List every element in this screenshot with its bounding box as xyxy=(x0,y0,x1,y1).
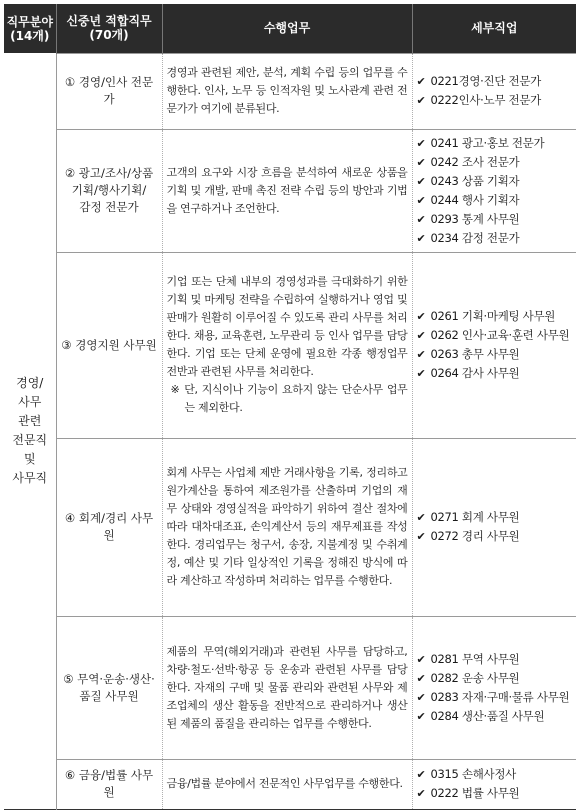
detail-job-item xyxy=(417,364,573,383)
detail-job-label: 0282 운송 사무원 xyxy=(430,670,520,685)
task-description: 고객의 요구와 시장 흐름을 분석하여 새로운 상품을 기획 및 개발, 판매 촉진 전략 수립 등의 방안과 기법을 연구하거나 조언한다. xyxy=(166,165,408,215)
detail-job-list xyxy=(417,307,573,383)
job-name-cell: ⑥ 금융/법률 사무원 xyxy=(56,759,162,809)
detail-job-item xyxy=(417,134,573,153)
check-icon: ✔ xyxy=(416,310,426,323)
task-description-cell xyxy=(162,252,412,438)
detail-job-label: 0284 생산·품질 사무원 xyxy=(430,708,545,723)
task-description: 금융/법률 분야에서 전문적인 사무업무를 수행한다. xyxy=(166,777,403,790)
check-icon: ✔ xyxy=(416,768,426,781)
detail-job-label: 0221경영·진단 전문가 xyxy=(430,74,541,88)
task-description: 기업 또는 단체 내부의 경영성과를 극대화하기 위한 기획 및 마케팅 전략을 수립하여 실행하거나 영업 및 판매가 원활히 이루어질 수 있도록 관리 사무를 처리한다. 채용, 교육훈련, 노무관리 등 인사 업무를 담당한다. 기업 또는 단체 운영에 필요한 각종 행정업무 전반과 관련된 사무를 처리한다. xyxy=(166,275,408,378)
detail-job-list xyxy=(417,765,573,803)
detail-job-item xyxy=(417,765,573,784)
check-icon: ✔ xyxy=(416,329,426,342)
detail-jobs-cell xyxy=(412,759,576,809)
table-row xyxy=(4,438,576,616)
detail-job-label: 0261 기획·마케팅 사무원 xyxy=(430,309,556,323)
header-field: 직무분야 (14개) xyxy=(4,4,56,53)
detail-job-label: 0262 인사·교육·훈련 사무원 xyxy=(430,328,570,342)
detail-job-label: 0271 회계 사무원 xyxy=(430,510,520,524)
detail-job-label: 0315 손해사정사 xyxy=(430,767,516,781)
detail-job-label: 0281 무역 사무원 xyxy=(430,651,520,666)
detail-job-item xyxy=(417,527,573,546)
detail-jobs-cell xyxy=(412,438,576,616)
table-row xyxy=(4,252,576,438)
detail-jobs-cell xyxy=(412,129,576,252)
job-name-cell: ③ 경영지원 사무원 xyxy=(56,252,162,438)
job-name-cell: ② 광고/조사/상품 기획/행사기획/ 감정 전문가 xyxy=(56,129,162,252)
detail-job-list xyxy=(417,134,573,248)
task-note: ※ 단, 지식이나 기능이 요하지 않는 단순사무 업무는 제외한다. xyxy=(170,383,408,414)
detail-job-label: 0234 감정 전문가 xyxy=(430,230,520,245)
task-description: 회계 사무는 사업체 제반 거래사항을 기록, 정리하고 원가계산을 통하여 제조원가를 산출하며 기업의 재무 상태와 경영실적을 파악하기 위하여 결산 절차에 따라 대차대조표, 손익계산서 등의 재무제표를 작성한다. 경리업무는 청구서, 송장, 지불계정 및 수취계정, 예산 및 기타 일상적인 기록을 정해진 방식에 따라 계산하고 작성하며 처리하는 업무를 수행한다. xyxy=(166,466,408,587)
detail-job-list xyxy=(417,650,573,726)
detail-job-item xyxy=(417,650,573,669)
check-icon: ✔ xyxy=(416,787,426,800)
table-row xyxy=(4,759,576,809)
detail-job-item xyxy=(417,172,573,191)
detail-job-label: 0264 감사 사무원 xyxy=(430,366,520,380)
task-description-cell xyxy=(162,616,412,759)
header-detail-jobs: 세부직업 xyxy=(412,4,576,53)
header-job: 신중년 적합직무 (70개) xyxy=(56,4,162,53)
detail-job-item xyxy=(417,191,573,210)
check-icon: ✔ xyxy=(416,75,426,88)
table-row xyxy=(4,129,576,252)
job-table xyxy=(4,4,576,810)
task-description-cell xyxy=(162,438,412,616)
detail-job-item xyxy=(417,508,573,527)
detail-job-label: 0241 광고·홍보 전문가 xyxy=(430,135,545,150)
check-icon: ✔ xyxy=(416,348,426,361)
detail-job-label: 0243 상품 기획자 xyxy=(430,173,520,188)
detail-jobs-cell xyxy=(412,252,576,438)
check-icon: ✔ xyxy=(416,530,426,543)
detail-job-label: 0244 행사 기획자 xyxy=(430,192,520,207)
detail-job-label: 0222 법률 사무원 xyxy=(430,786,520,800)
detail-job-item xyxy=(417,669,573,688)
task-description: 제품의 무역(해외거래)과 관련된 사무를 담당하고, 차량·철도·선박·항공 등 운송과 관련된 사무를 담당한다. 자재의 구매 및 물품 관리와 관련된 사무와 제조업체의 생산 활동을 전반적으로 관리하거나 생산된 제품의 품질을 관리하는 업무를 수행한다. xyxy=(166,644,408,730)
table-row xyxy=(4,53,576,129)
task-description-cell xyxy=(162,129,412,252)
check-icon: ✔ xyxy=(416,652,426,666)
header-tasks: 수행업무 xyxy=(162,4,412,53)
check-icon: ✔ xyxy=(416,690,426,704)
detail-job-item xyxy=(417,307,573,326)
detail-job-item xyxy=(417,688,573,707)
check-icon: ✔ xyxy=(416,94,426,107)
task-description: 경영과 관련된 제안, 분석, 계획 수립 등의 업무를 수행한다. 인사, 노무 등 인적자원 및 노사관계 관련 전문가가 여기에 분류된다. xyxy=(166,66,408,115)
task-description-cell xyxy=(162,759,412,809)
detail-job-item xyxy=(417,784,573,803)
detail-job-item xyxy=(417,345,573,364)
job-name-cell: ⑤ 무역·운송·생산· 품질 사무원 xyxy=(56,616,162,759)
table-row xyxy=(4,616,576,759)
detail-jobs-cell xyxy=(412,53,576,129)
job-name-cell: ① 경영/인사 전문가 xyxy=(56,53,162,129)
detail-job-item xyxy=(417,153,573,172)
check-icon: ✔ xyxy=(416,193,426,207)
detail-job-item xyxy=(417,326,573,345)
detail-job-item xyxy=(417,72,573,91)
detail-job-label: 0263 총무 사무원 xyxy=(430,347,520,361)
detail-job-list xyxy=(417,508,573,546)
check-icon: ✔ xyxy=(416,174,426,188)
check-icon: ✔ xyxy=(416,212,426,226)
detail-job-item xyxy=(417,707,573,726)
field-name-cell: 경영/ 사무 관련 전문직 및 사무직 xyxy=(4,53,56,809)
detail-job-list xyxy=(417,72,573,110)
detail-job-label: 0293 통계 사무원 xyxy=(430,211,520,226)
check-icon: ✔ xyxy=(416,231,426,245)
job-name-cell: ④ 회계/경리 사무원 xyxy=(56,438,162,616)
detail-job-label: 0272 경리 사무원 xyxy=(430,529,520,543)
detail-job-item xyxy=(417,91,573,110)
check-icon: ✔ xyxy=(416,367,426,380)
table-body xyxy=(4,53,576,809)
detail-jobs-cell xyxy=(412,616,576,759)
table-header-row xyxy=(4,4,576,53)
detail-job-label: 0283 자재·구매·물류 사무원 xyxy=(430,689,570,704)
check-icon: ✔ xyxy=(416,155,426,169)
check-icon: ✔ xyxy=(416,709,426,723)
detail-job-item xyxy=(417,210,573,229)
detail-job-item xyxy=(417,229,573,248)
check-icon: ✔ xyxy=(416,136,426,150)
detail-job-label: 0242 조사 전문가 xyxy=(430,154,520,169)
job-table-sheet xyxy=(4,4,576,810)
check-icon: ✔ xyxy=(416,671,426,685)
check-icon: ✔ xyxy=(416,511,426,524)
task-description-cell xyxy=(162,53,412,129)
detail-job-label: 0222인사·노무 전문가 xyxy=(430,93,541,107)
